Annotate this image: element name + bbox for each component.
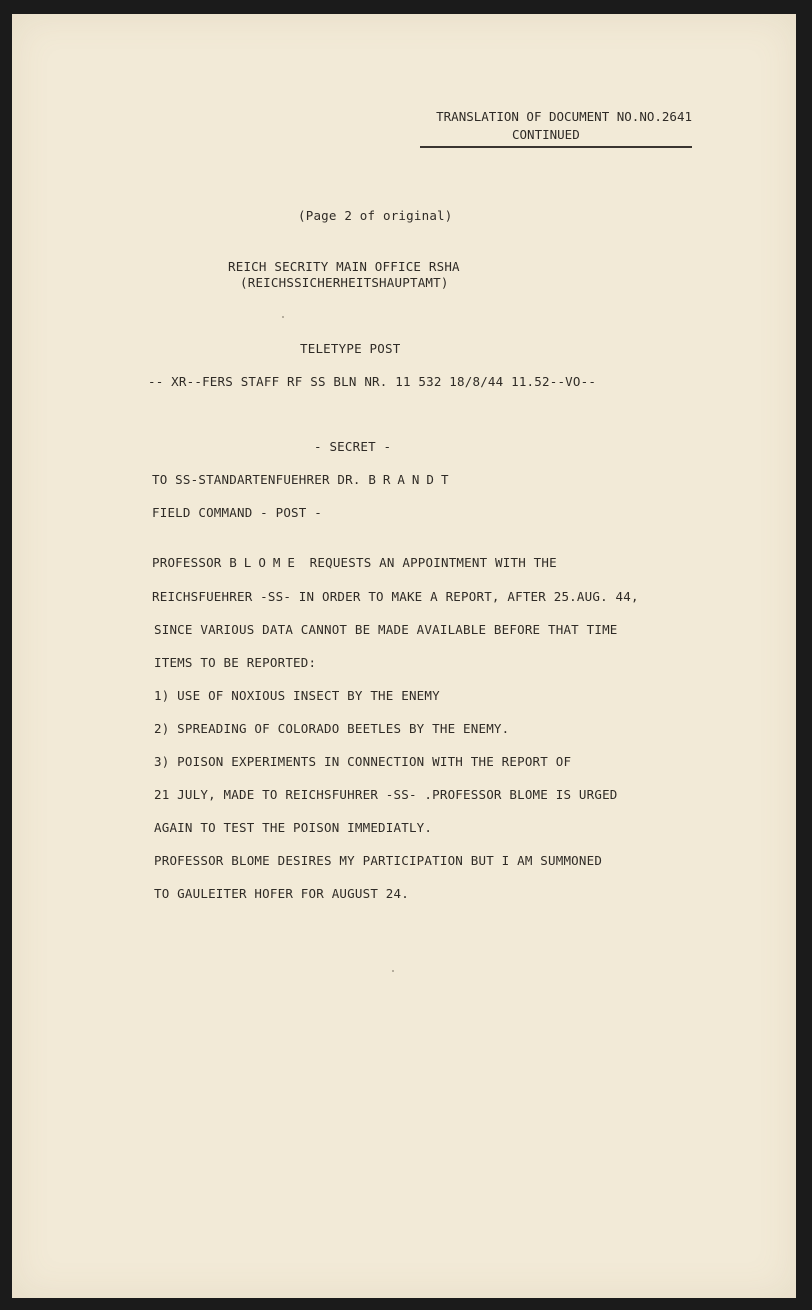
page-note: (Page 2 of original) xyxy=(298,208,453,223)
teletype-title: TELETYPE POST xyxy=(300,341,401,356)
addressee-line xyxy=(152,473,455,487)
body-line-1-prefix: PROFESSOR xyxy=(152,555,222,570)
header-underline xyxy=(420,146,692,148)
classification-secret: - SECRET - xyxy=(314,439,392,454)
list-item-3-line-3: AGAIN TO TEST THE POISON IMMEDIATLY. xyxy=(154,820,433,835)
header-title: TRANSLATION OF DOCUMENT NO.NO.2641 xyxy=(436,109,692,124)
ink-speck xyxy=(282,316,284,318)
field-command-line: FIELD COMMAND - POST - xyxy=(152,505,322,520)
body-line-1 xyxy=(152,556,557,570)
body-line-6: TO GAULEITER HOFER FOR AUGUST 24. xyxy=(154,886,409,901)
addressee-prefix: TO SS-STANDARTENFUEHRER DR. xyxy=(152,472,361,487)
list-item-1: 1) USE OF NOXIOUS INSECT BY THE ENEMY xyxy=(154,688,440,703)
body-line-3: SINCE VARIOUS DATA CANNOT BE MADE AVAILABLE BEFORE THAT TIME xyxy=(154,622,618,637)
body-line-2: REICHSFUEHRER -SS- IN ORDER TO MAKE A REPORT, AFTER 25.AUG. 44, xyxy=(152,589,639,604)
header-subtitle: CONTINUED xyxy=(512,127,580,142)
list-item-3-line-1: 3) POISON EXPERIMENTS IN CONNECTION WITH THE REPORT OF xyxy=(154,754,572,769)
body-line-4: ITEMS TO BE REPORTED: xyxy=(154,655,317,670)
document-page xyxy=(12,14,796,1298)
body-line-1-name: BLOME xyxy=(229,555,302,570)
ink-speck xyxy=(392,970,394,972)
list-item-2: 2) SPREADING OF COLORADO BEETLES BY THE ENEMY. xyxy=(154,721,510,736)
body-line-1-rest: REQUESTS AN APPOINTMENT WITH THE xyxy=(309,555,557,570)
body-line-5: PROFESSOR BLOME DESIRES MY PARTICIPATION BUT I AM SUMMONED xyxy=(154,853,603,868)
office-name-german: (REICHSSICHERHEITSHAUPTAMT) xyxy=(240,275,449,290)
teletype-routing-line: -- XR--FERS STAFF RF SS BLN NR. 11 532 18/8/44 11.52--VO-- xyxy=(148,374,597,389)
office-name: REICH SECRITY MAIN OFFICE RSHA xyxy=(228,259,460,274)
addressee-name: BRANDT xyxy=(368,472,456,487)
list-item-3-line-2: 21 JULY, MADE TO REICHSFUHRER -SS- .PROFESSOR BLOME IS URGED xyxy=(154,787,618,802)
